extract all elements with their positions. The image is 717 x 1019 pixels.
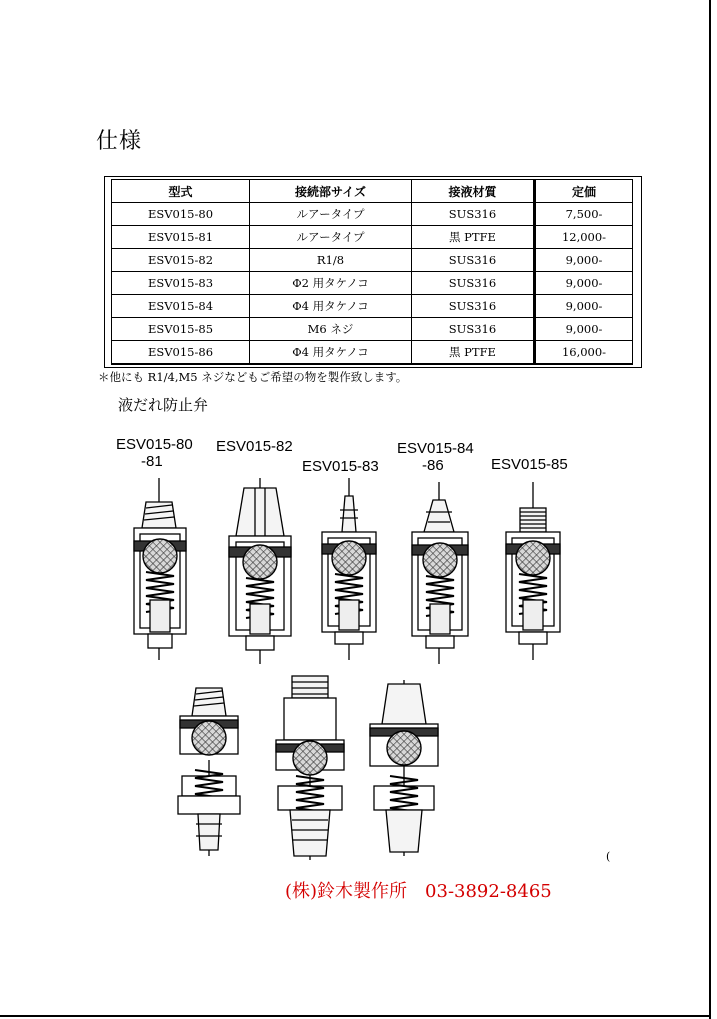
cell-connection: M6 ネジ bbox=[250, 318, 412, 341]
exploded-view-luer bbox=[178, 688, 240, 856]
exploded-view-tube bbox=[370, 680, 438, 856]
cell-price: 9,000- bbox=[535, 318, 633, 341]
cell-model: ESV015-82 bbox=[112, 249, 250, 272]
cell-connection: R1/8 bbox=[250, 249, 412, 272]
label-esv015-83: ESV015-83 bbox=[302, 458, 379, 475]
section-title: 仕様 bbox=[96, 129, 143, 154]
exploded-view-threaded bbox=[276, 676, 344, 860]
cell-model: ESV015-83 bbox=[112, 272, 250, 295]
cell-model: ESV015-86 bbox=[112, 341, 250, 365]
cell-connection: Φ4 用タケノコ bbox=[250, 295, 412, 318]
valve-drawing-esv015-80-81 bbox=[134, 478, 186, 660]
stray-mark: ( bbox=[606, 850, 611, 863]
cell-price: 7,500- bbox=[535, 203, 633, 226]
label-esv015-80-81: ESV015-80 -81 bbox=[116, 436, 193, 470]
header-list-price: 定価 bbox=[535, 180, 633, 203]
cell-model: ESV015-85 bbox=[112, 318, 250, 341]
cell-material: SUS316 bbox=[412, 295, 535, 318]
product-subtitle: 液だれ防止弁 bbox=[118, 396, 209, 414]
cell-material: SUS316 bbox=[412, 249, 535, 272]
label-esv015-82: ESV015-82 bbox=[216, 438, 293, 455]
cell-connection: ルアータイプ bbox=[250, 203, 412, 226]
cell-material: 黒 PTFE bbox=[412, 341, 535, 365]
cell-price: 9,000- bbox=[535, 272, 633, 295]
custom-order-note: ＊他にも R1/4,M5 ネジなどもご希望の物を製作致します。 bbox=[98, 370, 408, 384]
label-esv015-85: ESV015-85 bbox=[491, 456, 568, 473]
company-contact: (株)鈴木製作所 03-3892-8465 bbox=[285, 881, 552, 902]
header-wetted-material: 接液材質 bbox=[412, 180, 535, 203]
valve-drawing-esv015-82 bbox=[229, 478, 291, 664]
cell-connection: Φ4 用タケノコ bbox=[250, 341, 412, 365]
valve-drawing-esv015-85 bbox=[506, 482, 560, 660]
cell-material: SUS316 bbox=[412, 272, 535, 295]
valve-drawing-esv015-84-86 bbox=[412, 482, 468, 664]
header-model: 型式 bbox=[112, 180, 250, 203]
valve-drawing-esv015-83 bbox=[322, 478, 376, 660]
cell-model: ESV015-80 bbox=[112, 203, 250, 226]
cell-price: 9,000- bbox=[535, 295, 633, 318]
cell-material: SUS316 bbox=[412, 318, 535, 341]
cell-model: ESV015-84 bbox=[112, 295, 250, 318]
cell-connection: ルアータイプ bbox=[250, 226, 412, 249]
cell-price: 12,000- bbox=[535, 226, 633, 249]
cell-model: ESV015-81 bbox=[112, 226, 250, 249]
cell-price: 16,000- bbox=[535, 341, 633, 365]
header-connection-size: 接続部サイズ bbox=[250, 180, 412, 203]
cell-material: 黒 PTFE bbox=[412, 226, 535, 249]
cell-material: SUS316 bbox=[412, 203, 535, 226]
label-esv015-84-86: ESV015-84 -86 bbox=[397, 440, 474, 474]
cell-connection: Φ2 用タケノコ bbox=[250, 272, 412, 295]
cell-price: 9,000- bbox=[535, 249, 633, 272]
